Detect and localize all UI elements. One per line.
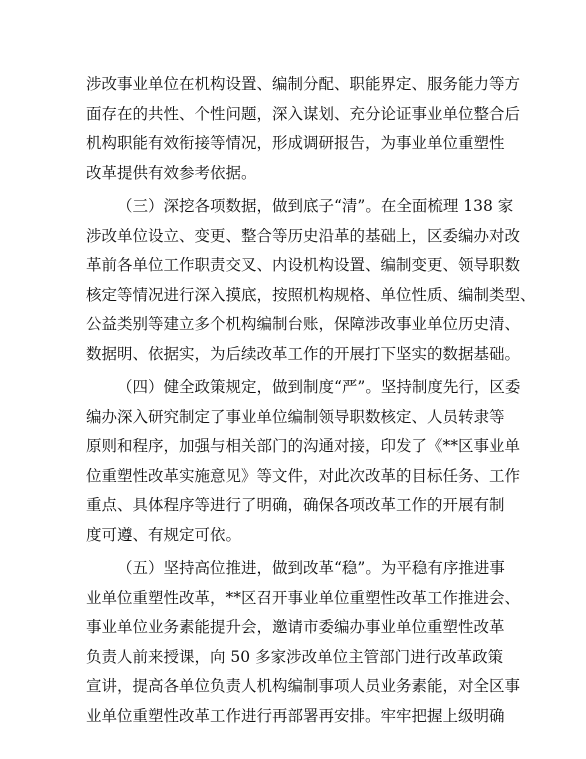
text-line: 业单位重塑性改革工作进行再部署再安排。牢牢把握上级明确 [86, 706, 505, 725]
text-line: 涉改事业单位在机构设置、编制分配、职能界定、服务能力等方 [86, 75, 521, 93]
paragraph-research-report [86, 70, 521, 188]
text-line: 位重塑性改革实施意见》等文件，对此次改革的目标任务、工作 [86, 466, 521, 485]
text-line: 核定等情况进行深入摸底，按照机构规格、单位性质、编制类型、 [86, 285, 536, 304]
text-line: 重点、具体程序等进行了明确，确保各项改革工作的开展有制 [86, 496, 505, 514]
text-line: 业单位重塑性改革，**区召开事业单位重塑性改革工作推进会、 [86, 588, 521, 607]
paragraph-section-5 [86, 554, 521, 731]
document-body [86, 70, 536, 735]
text-line: 改革提供有效参考依据。 [86, 163, 257, 182]
text-line: （四）健全政策规定，做到制度“严”。坚持制度先行，区委 [117, 378, 521, 396]
text-line: 面存在的共性、个性问题，深入谋划、充分论证事业单位整合后 [86, 104, 521, 123]
paragraph-section-4 [86, 373, 521, 550]
text-line: 事业单位业务素能提升会，邀请市委编办事业单位重塑性改革 [86, 618, 505, 636]
text-line: 度可遵、有规定可依。 [86, 525, 242, 544]
text-line: 原则和程序，加强与相关部门的沟通对接，印发了《**区事业单 [86, 437, 521, 455]
text-line: 公益类别等建立多个机构编制台账，保障涉改事业单位历史清、 [86, 315, 521, 333]
text-line: 宣讲，提高各单位负责人机构编制事项人员业务素能，对全区事 [86, 677, 521, 695]
text-line: 编办深入研究制定了事业单位编制领导职数核定、人员转隶等 [86, 407, 505, 426]
text-line: 数据明、依据实，为后续改革工作的开展打下坚实的数据基础。 [86, 344, 521, 363]
text-line: 革前各单位工作职责交叉、内设机构设置、编制变更、领导职数 [86, 256, 521, 274]
text-line: （三）深挖各项数据，做到底子“清”。在全面梳理 138 家 [117, 197, 514, 215]
paragraph-section-3 [86, 192, 536, 369]
text-line: 机构职能有效衔接等情况，形成调研报告，为事业单位重塑性 [86, 134, 505, 152]
text-line: （五）坚持高位推进，做到改革“稳”。为平稳有序推进事 [117, 559, 505, 577]
text-line: 负责人前来授课，向 50 多家涉改单位主管部门进行改革政策 [86, 647, 504, 666]
text-line: 涉改单位设立、变更、整合等历史沿革的基础上，区委编办对改 [86, 226, 521, 245]
